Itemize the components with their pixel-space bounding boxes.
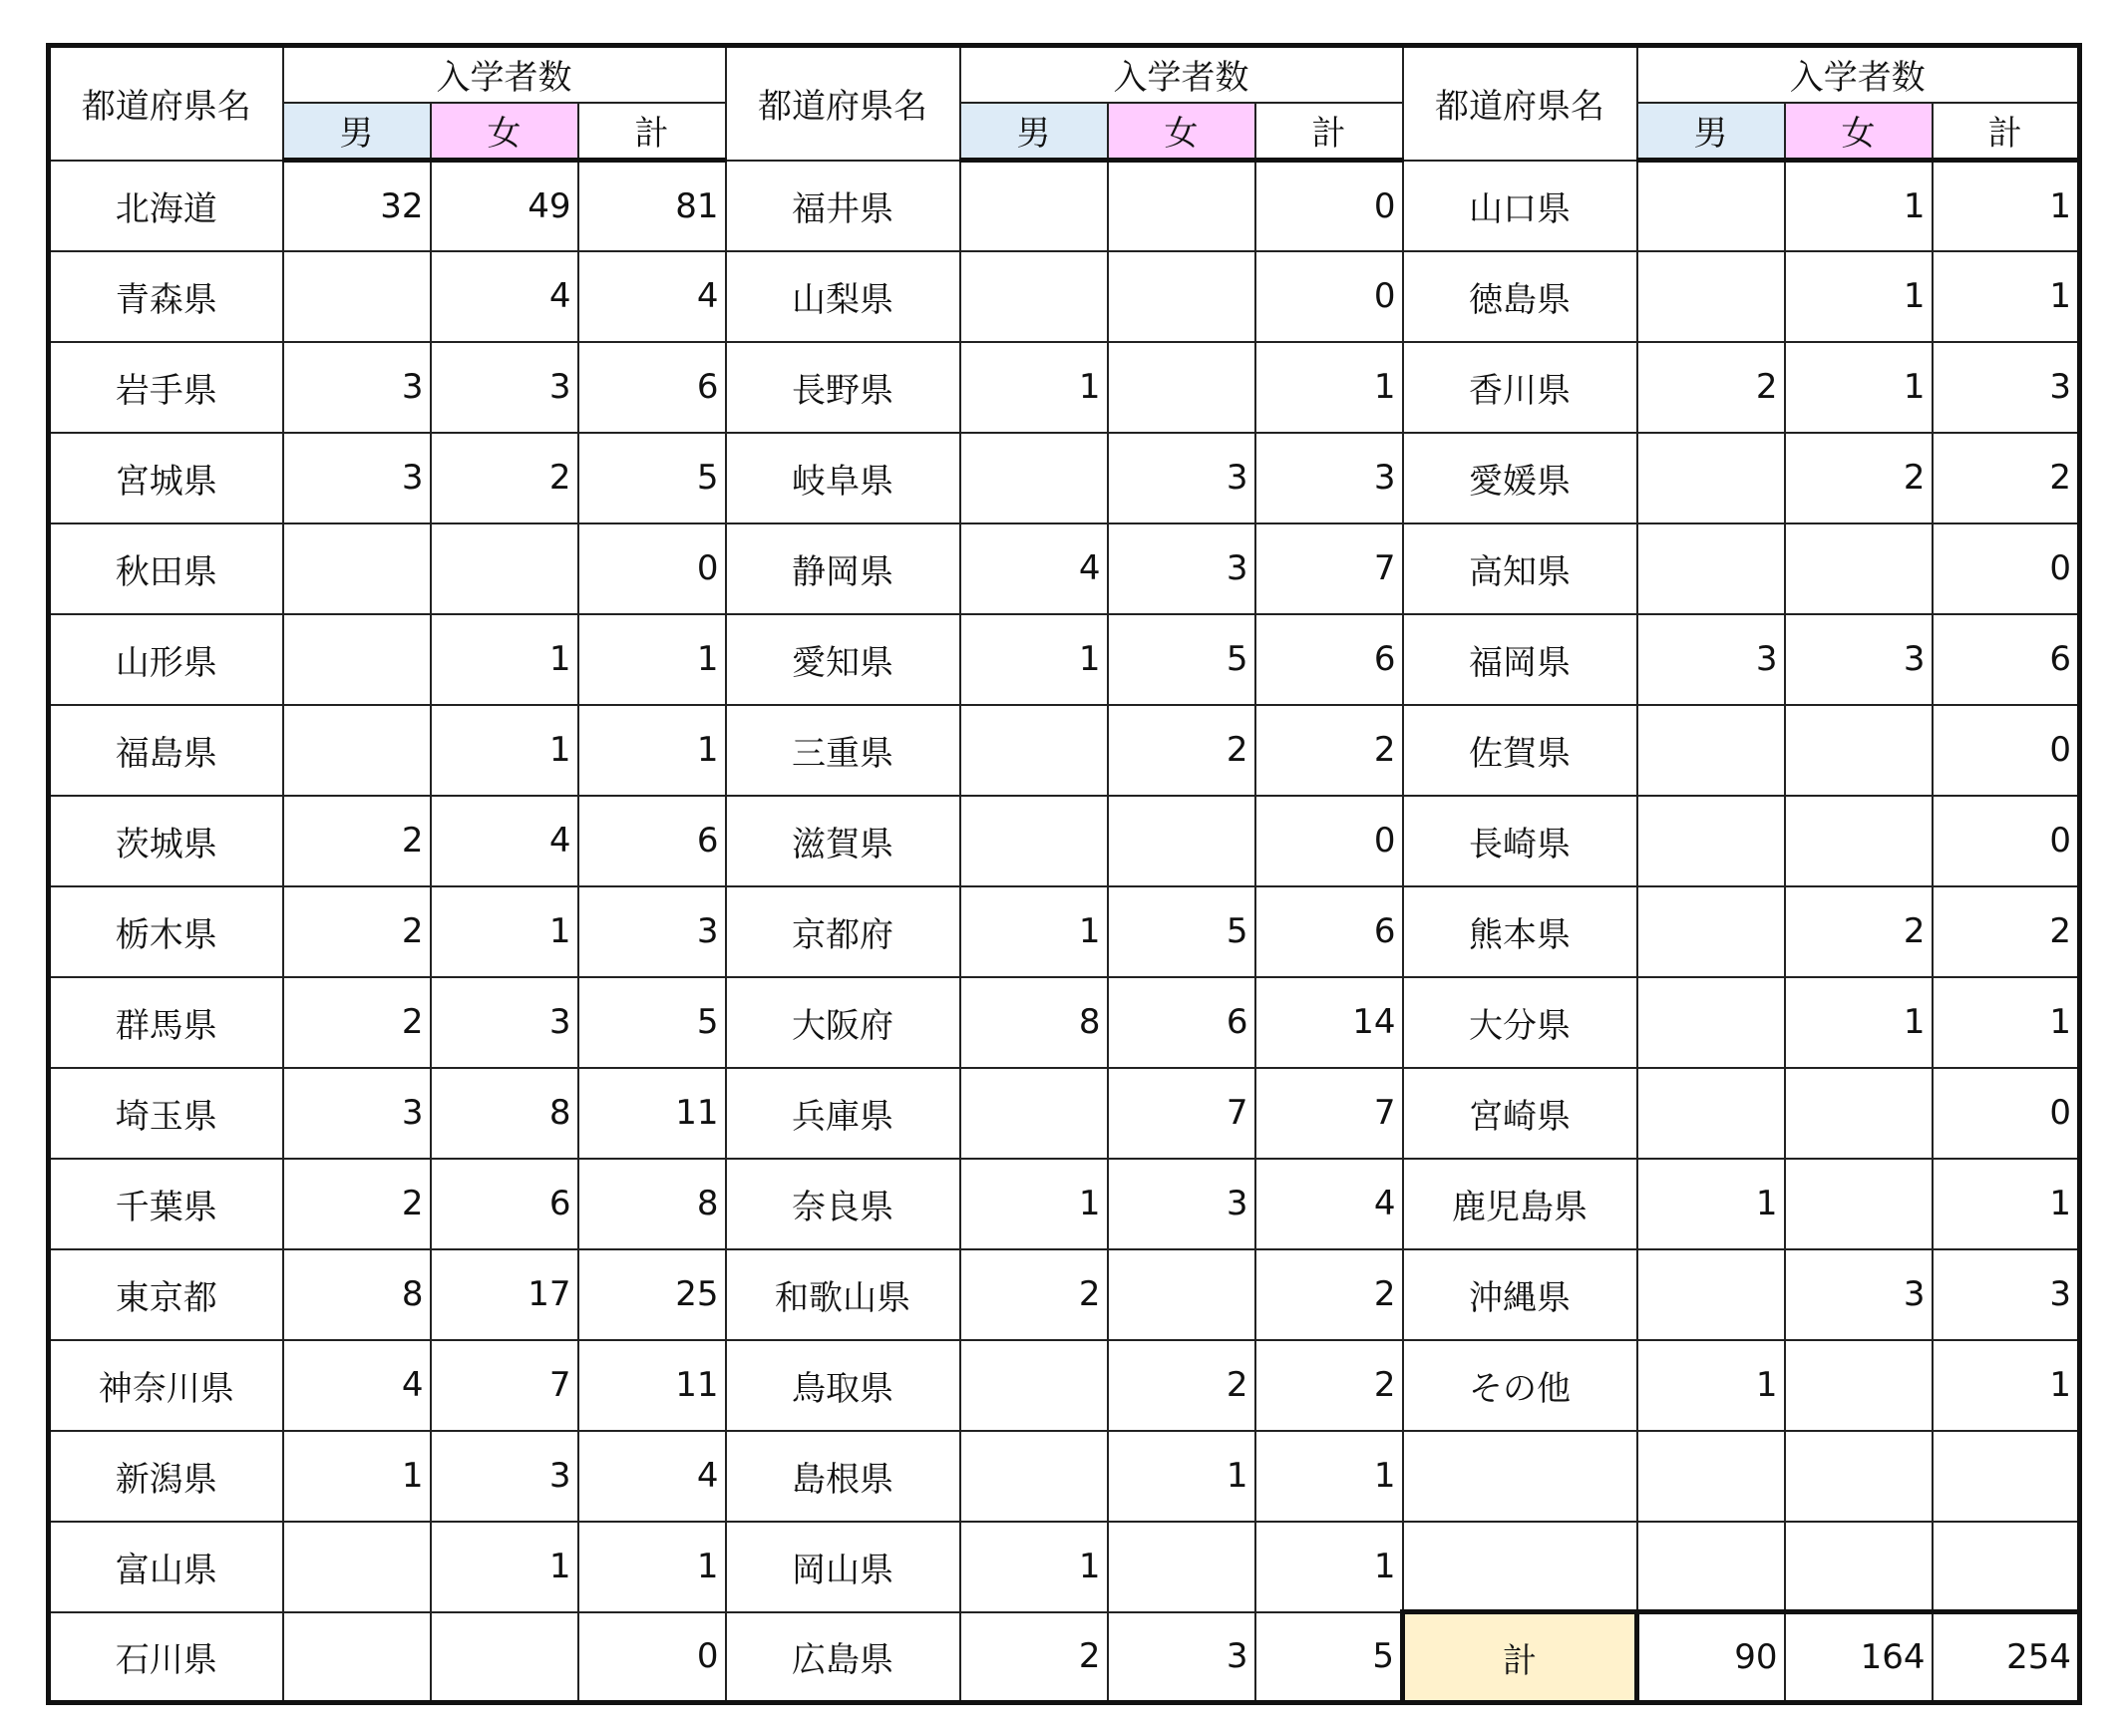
- table-row: [49, 977, 2080, 1068]
- prefecture-name-cell: 高知県: [1403, 523, 1637, 614]
- table-row: [49, 796, 2080, 886]
- total-count-cell: 0: [1933, 705, 2080, 796]
- male-count-cell: [960, 1431, 1108, 1522]
- male-count-cell: 2: [1637, 342, 1785, 433]
- male-count-cell: [960, 796, 1108, 886]
- prefecture-name-cell: 鹿児島県: [1403, 1159, 1637, 1249]
- female-count-cell: 6: [431, 1159, 578, 1249]
- prefecture-header: 都道府県名: [49, 46, 283, 161]
- male-count-cell: [1637, 796, 1785, 886]
- grand-total-count-cell: 254: [1933, 1612, 2080, 1703]
- total-count-cell: 25: [578, 1249, 726, 1340]
- total-count-cell: 7: [1255, 1068, 1403, 1159]
- prefecture-name-cell: 群馬県: [49, 977, 283, 1068]
- prefecture-name-cell: 和歌山県: [726, 1249, 960, 1340]
- prefecture-name-cell: 富山県: [49, 1522, 283, 1612]
- total-header: 計: [1933, 103, 2080, 161]
- enrollment-count-header: 入学者数: [960, 46, 1403, 103]
- table-row: [49, 614, 2080, 705]
- total-count-cell: 1: [1933, 1159, 2080, 1249]
- prefecture-name-cell: その他: [1403, 1340, 1637, 1431]
- total-count-cell: 14: [1255, 977, 1403, 1068]
- prefecture-name-cell: 長野県: [726, 342, 960, 433]
- total-count-cell: 11: [578, 1068, 726, 1159]
- total-count-cell: 8: [578, 1159, 726, 1249]
- male-count-cell: 1: [960, 1159, 1108, 1249]
- female-count-cell: 3: [431, 1431, 578, 1522]
- table-row: [49, 161, 2080, 251]
- male-count-cell: [960, 1068, 1108, 1159]
- total-count-cell: 4: [1255, 1159, 1403, 1249]
- total-count-cell: 5: [578, 977, 726, 1068]
- total-count-cell: 5: [1255, 1612, 1403, 1703]
- male-count-cell: [283, 705, 431, 796]
- female-count-cell: [431, 1612, 578, 1703]
- female-count-cell: [1785, 1068, 1933, 1159]
- table-row: [49, 523, 2080, 614]
- prefecture-name-cell: 東京都: [49, 1249, 283, 1340]
- male-header: 男: [1637, 103, 1785, 161]
- male-count-cell: 3: [283, 433, 431, 523]
- female-count-cell: 1: [431, 886, 578, 977]
- female-count-cell: 2: [431, 433, 578, 523]
- prefecture-name-cell: 栃木県: [49, 886, 283, 977]
- female-count-cell: 3: [1108, 1612, 1255, 1703]
- prefecture-header: 都道府県名: [1403, 46, 1637, 161]
- total-count-cell: 1: [1255, 342, 1403, 433]
- table-body: [49, 161, 2080, 1703]
- male-count-cell: 1: [960, 886, 1108, 977]
- male-count-cell: [283, 1522, 431, 1612]
- prefecture-name-cell: 熊本県: [1403, 886, 1637, 977]
- female-count-cell: [1108, 342, 1255, 433]
- prefecture-name-cell: 埼玉県: [49, 1068, 283, 1159]
- female-count-cell: 2: [1785, 433, 1933, 523]
- prefecture-name-cell: [1403, 1431, 1637, 1522]
- total-count-cell: 3: [1255, 433, 1403, 523]
- male-count-cell: 1: [960, 342, 1108, 433]
- male-count-cell: [960, 433, 1108, 523]
- table-row: [49, 1249, 2080, 1340]
- total-count-cell: 5: [578, 433, 726, 523]
- total-header: 計: [578, 103, 726, 161]
- table-row: [49, 1522, 2080, 1612]
- female-count-cell: 5: [1108, 614, 1255, 705]
- female-count-cell: 49: [431, 161, 578, 251]
- prefecture-name-cell: 長崎県: [1403, 796, 1637, 886]
- female-header: 女: [431, 103, 578, 161]
- female-count-cell: [1785, 1340, 1933, 1431]
- male-count-cell: 1: [1637, 1340, 1785, 1431]
- total-count-cell: [1933, 1522, 2080, 1612]
- table-row: [49, 705, 2080, 796]
- prefecture-name-cell: 京都府: [726, 886, 960, 977]
- total-count-cell: 0: [1255, 251, 1403, 342]
- male-count-cell: 4: [960, 523, 1108, 614]
- female-count-cell: 1: [1785, 251, 1933, 342]
- total-count-cell: 1: [578, 614, 726, 705]
- total-count-cell: 7: [1255, 523, 1403, 614]
- total-count-cell: 1: [1933, 161, 2080, 251]
- female-count-cell: [1785, 796, 1933, 886]
- female-count-cell: 3: [1108, 1159, 1255, 1249]
- prefecture-name-cell: 愛媛県: [1403, 433, 1637, 523]
- female-count-cell: 6: [1108, 977, 1255, 1068]
- grand-female-count-cell: 164: [1785, 1612, 1933, 1703]
- prefecture-name-cell: 兵庫県: [726, 1068, 960, 1159]
- male-count-cell: [283, 1612, 431, 1703]
- prefecture-name-cell: 鳥取県: [726, 1340, 960, 1431]
- enrollment-count-header: 入学者数: [283, 46, 726, 103]
- male-count-cell: 8: [960, 977, 1108, 1068]
- female-count-cell: [1108, 1522, 1255, 1612]
- prefecture-name-cell: 岡山県: [726, 1522, 960, 1612]
- table-row: [49, 1159, 2080, 1249]
- total-count-cell: 2: [1255, 1340, 1403, 1431]
- total-count-cell: 6: [1255, 614, 1403, 705]
- total-count-cell: 1: [1933, 1340, 2080, 1431]
- female-count-cell: 1: [1785, 342, 1933, 433]
- prefecture-name-cell: 茨城県: [49, 796, 283, 886]
- female-count-cell: [1785, 523, 1933, 614]
- total-count-cell: 3: [578, 886, 726, 977]
- total-count-cell: 1: [578, 1522, 726, 1612]
- prefecture-name-cell: 宮城県: [49, 433, 283, 523]
- prefecture-name-cell: 滋賀県: [726, 796, 960, 886]
- female-count-cell: 2: [1108, 1340, 1255, 1431]
- total-count-cell: 3: [1933, 1249, 2080, 1340]
- prefecture-name-cell: 静岡県: [726, 523, 960, 614]
- female-count-cell: 1: [431, 1522, 578, 1612]
- female-count-cell: 4: [431, 251, 578, 342]
- male-count-cell: 1: [960, 1522, 1108, 1612]
- prefecture-name-cell: 宮崎県: [1403, 1068, 1637, 1159]
- prefecture-name-cell: 佐賀県: [1403, 705, 1637, 796]
- female-count-cell: [1785, 1522, 1933, 1612]
- female-count-cell: 1: [431, 705, 578, 796]
- male-count-cell: [1637, 977, 1785, 1068]
- total-count-cell: 2: [1255, 1249, 1403, 1340]
- female-count-cell: 1: [431, 614, 578, 705]
- table-row: [49, 1068, 2080, 1159]
- female-count-cell: 3: [431, 977, 578, 1068]
- female-count-cell: [1108, 251, 1255, 342]
- grand-total-label: 計: [1403, 1612, 1637, 1703]
- male-count-cell: 2: [283, 886, 431, 977]
- table-row: [49, 433, 2080, 523]
- prefecture-name-cell: 神奈川県: [49, 1340, 283, 1431]
- male-count-cell: [1637, 886, 1785, 977]
- total-count-cell: 2: [1255, 705, 1403, 796]
- enrollment-table-container: [46, 43, 2082, 1705]
- table-row: [49, 1431, 2080, 1522]
- grand-male-count-cell: 90: [1637, 1612, 1785, 1703]
- prefecture-name-cell: 北海道: [49, 161, 283, 251]
- total-count-cell: 81: [578, 161, 726, 251]
- male-count-cell: [1637, 705, 1785, 796]
- prefecture-name-cell: 山口県: [1403, 161, 1637, 251]
- total-count-cell: 4: [578, 1431, 726, 1522]
- total-count-cell: 1: [1255, 1522, 1403, 1612]
- female-count-cell: [1785, 1431, 1933, 1522]
- total-count-cell: 4: [578, 251, 726, 342]
- male-count-cell: [1637, 1249, 1785, 1340]
- total-count-cell: 1: [1933, 251, 2080, 342]
- male-count-cell: 1: [283, 1431, 431, 1522]
- male-count-cell: 4: [283, 1340, 431, 1431]
- total-count-cell: [1933, 1431, 2080, 1522]
- total-count-cell: 6: [578, 342, 726, 433]
- male-count-cell: [283, 614, 431, 705]
- total-count-cell: 1: [1255, 1431, 1403, 1522]
- female-header: 女: [1108, 103, 1255, 161]
- total-count-cell: 0: [1933, 523, 2080, 614]
- female-count-cell: 17: [431, 1249, 578, 1340]
- prefecture-name-cell: 福島県: [49, 705, 283, 796]
- male-count-cell: [960, 705, 1108, 796]
- female-count-cell: 1: [1785, 161, 1933, 251]
- female-count-cell: 7: [1108, 1068, 1255, 1159]
- prefecture-name-cell: 千葉県: [49, 1159, 283, 1249]
- female-count-cell: 2: [1108, 705, 1255, 796]
- male-header: 男: [283, 103, 431, 161]
- table-row: [49, 886, 2080, 977]
- table-row: [49, 1612, 2080, 1703]
- female-count-cell: 4: [431, 796, 578, 886]
- male-count-cell: 3: [1637, 614, 1785, 705]
- female-count-cell: [431, 523, 578, 614]
- prefecture-header: 都道府県名: [726, 46, 960, 161]
- male-count-cell: [283, 523, 431, 614]
- total-count-cell: 3: [1933, 342, 2080, 433]
- enrollment-by-prefecture-table: [46, 43, 2082, 1705]
- prefecture-name-cell: 沖縄県: [1403, 1249, 1637, 1340]
- female-count-cell: 7: [431, 1340, 578, 1431]
- female-count-cell: [1785, 705, 1933, 796]
- total-count-cell: 1: [1933, 977, 2080, 1068]
- total-count-cell: 0: [578, 1612, 726, 1703]
- total-count-cell: 6: [578, 796, 726, 886]
- total-count-cell: 6: [1255, 886, 1403, 977]
- prefecture-name-cell: 広島県: [726, 1612, 960, 1703]
- female-count-cell: [1108, 796, 1255, 886]
- enrollment-count-header: 入学者数: [1637, 46, 2080, 103]
- prefecture-name-cell: 三重県: [726, 705, 960, 796]
- table-row: [49, 1340, 2080, 1431]
- prefecture-name-cell: 愛知県: [726, 614, 960, 705]
- male-count-cell: [1637, 1431, 1785, 1522]
- male-count-cell: 3: [283, 1068, 431, 1159]
- prefecture-name-cell: 山梨県: [726, 251, 960, 342]
- prefecture-name-cell: 福井県: [726, 161, 960, 251]
- male-count-cell: 1: [960, 614, 1108, 705]
- female-count-cell: 3: [431, 342, 578, 433]
- male-count-cell: 1: [1637, 1159, 1785, 1249]
- female-count-cell: 3: [1108, 433, 1255, 523]
- table-row: [49, 251, 2080, 342]
- prefecture-name-cell: 大阪府: [726, 977, 960, 1068]
- prefecture-name-cell: 島根県: [726, 1431, 960, 1522]
- male-count-cell: 8: [283, 1249, 431, 1340]
- total-count-cell: 0: [1933, 1068, 2080, 1159]
- prefecture-name-cell: 山形県: [49, 614, 283, 705]
- total-count-cell: 1: [578, 705, 726, 796]
- total-count-cell: 6: [1933, 614, 2080, 705]
- male-count-cell: 32: [283, 161, 431, 251]
- female-count-cell: [1785, 1159, 1933, 1249]
- female-count-cell: 2: [1785, 886, 1933, 977]
- prefecture-name-cell: 大分県: [1403, 977, 1637, 1068]
- male-count-cell: [1637, 1522, 1785, 1612]
- male-count-cell: [1637, 433, 1785, 523]
- male-count-cell: [960, 161, 1108, 251]
- table-row: [49, 342, 2080, 433]
- total-header: 計: [1255, 103, 1403, 161]
- female-count-cell: [1108, 161, 1255, 251]
- prefecture-name-cell: 岩手県: [49, 342, 283, 433]
- male-count-cell: 2: [960, 1612, 1108, 1703]
- total-count-cell: 2: [1933, 886, 2080, 977]
- total-count-cell: 0: [1255, 796, 1403, 886]
- prefecture-name-cell: [1403, 1522, 1637, 1612]
- total-count-cell: 0: [1933, 796, 2080, 886]
- female-header: 女: [1785, 103, 1933, 161]
- prefecture-name-cell: 新潟県: [49, 1431, 283, 1522]
- prefecture-name-cell: 岐阜県: [726, 433, 960, 523]
- male-count-cell: 2: [283, 796, 431, 886]
- male-count-cell: [1637, 523, 1785, 614]
- male-count-cell: [1637, 1068, 1785, 1159]
- male-count-cell: [1637, 161, 1785, 251]
- male-count-cell: [960, 1340, 1108, 1431]
- prefecture-name-cell: 青森県: [49, 251, 283, 342]
- female-count-cell: 1: [1785, 977, 1933, 1068]
- female-count-cell: 3: [1108, 523, 1255, 614]
- total-count-cell: 0: [578, 523, 726, 614]
- male-count-cell: 2: [960, 1249, 1108, 1340]
- female-count-cell: 3: [1785, 1249, 1933, 1340]
- total-count-cell: 2: [1933, 433, 2080, 523]
- female-count-cell: [1108, 1249, 1255, 1340]
- prefecture-name-cell: 福岡県: [1403, 614, 1637, 705]
- male-count-cell: 3: [283, 342, 431, 433]
- male-header: 男: [960, 103, 1108, 161]
- female-count-cell: 1: [1108, 1431, 1255, 1522]
- total-count-cell: 0: [1255, 161, 1403, 251]
- female-count-cell: 8: [431, 1068, 578, 1159]
- prefecture-name-cell: 奈良県: [726, 1159, 960, 1249]
- male-count-cell: [1637, 251, 1785, 342]
- male-count-cell: 2: [283, 977, 431, 1068]
- prefecture-name-cell: 石川県: [49, 1612, 283, 1703]
- prefecture-name-cell: 徳島県: [1403, 251, 1637, 342]
- total-count-cell: 11: [578, 1340, 726, 1431]
- male-count-cell: 2: [283, 1159, 431, 1249]
- female-count-cell: 5: [1108, 886, 1255, 977]
- female-count-cell: 3: [1785, 614, 1933, 705]
- prefecture-name-cell: 秋田県: [49, 523, 283, 614]
- male-count-cell: [283, 251, 431, 342]
- prefecture-name-cell: 香川県: [1403, 342, 1637, 433]
- male-count-cell: [960, 251, 1108, 342]
